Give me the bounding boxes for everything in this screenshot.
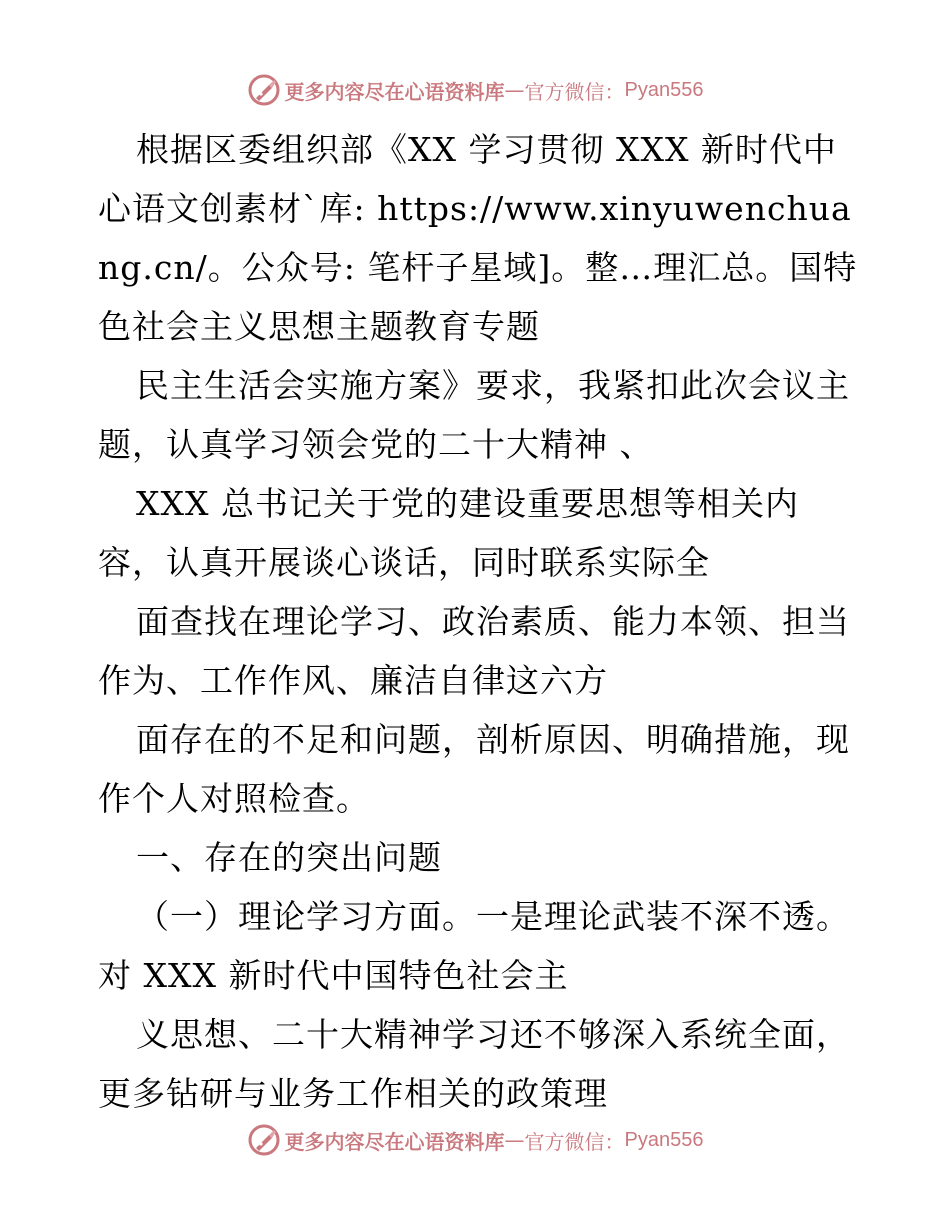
banner-text: 更多内容尽在心语资料库 [284, 1129, 505, 1154]
paragraph-meeting-plan: 民主生活会实施方案》要求，我紧扣此次会议主题，认真学习领会党的二十大精神 、 [98, 366, 850, 464]
document-body [98, 120, 858, 1123]
paragraph-six-aspects: 面查找在理论学习、政治素质、能力本领、担当作为、工作作风、廉洁自律这六方 [98, 602, 850, 700]
banner-dash: — [504, 78, 525, 102]
paragraph-thought-study: 义思想、二十大精神学习还不够深入系统全面，更多钻研与业务工作相关的政策理 [98, 1015, 850, 1113]
pen-nib-logo-icon [247, 1123, 281, 1157]
paragraph-theory-study: （一）理论学习方面。一是理论武装不深不透。对 XXX 新时代中国特色社会主 [98, 897, 850, 995]
banner-wechat-id: Pyan556 [624, 78, 704, 101]
banner-text: 更多内容尽在心语资料库 [284, 79, 505, 104]
section-heading-problems: 一、存在的突出问题 [136, 838, 442, 877]
banner-dash: — [504, 1128, 525, 1152]
paragraph-intro: 根据区委组织部《XX 学习贯彻 XXX 新时代中心语文创素材`库: https://www.xinyuwenchuang.cn/。公众号: 笔杆子星域]。整…理汇总。国特色社会主义思想主题教育专题 [98, 130, 858, 346]
banner-wechat-id: Pyan556 [624, 1128, 704, 1151]
paragraph-shortcomings: 面存在的不足和问题，剖析原因、明确措施，现作个人对照检查。 [98, 720, 850, 818]
header-watermark-banner [0, 70, 950, 110]
footer-watermark-banner [0, 1120, 950, 1160]
banner-wechat-label: 官方微信： [524, 79, 625, 104]
pen-nib-logo-icon [247, 73, 281, 107]
paragraph-party-building: XXX 总书记关于党的建设重要思想等相关内容，认真开展谈心谈话，同时联系实际全 [98, 484, 799, 582]
banner-wechat-label: 官方微信： [524, 1129, 625, 1154]
